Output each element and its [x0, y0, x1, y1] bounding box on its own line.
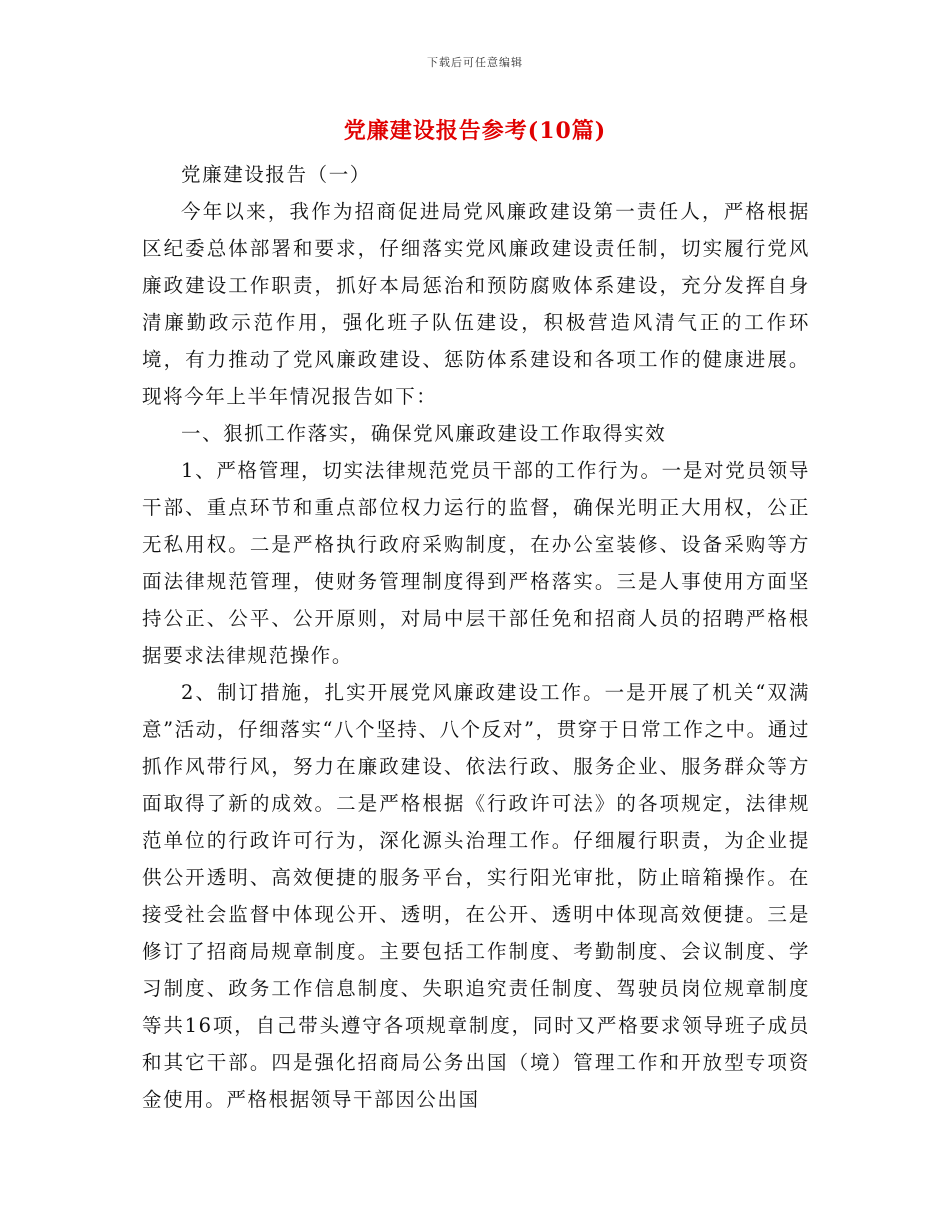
document-title: 党廉建设报告参考(10篇)	[343, 118, 607, 144]
paragraph: 1、严格管理，切实法律规范党员干部的工作行为。一是对党员领导干部、重点环节和重点部位权力运行的监督，确保光明正大用权，公正无私用权。二是严格执行政府采购制度，在办公室装修、设备采购等方面法律规范管理，使财务管理制度得到严格落实。三是人事使用方面坚持公正、公平、公开原则，对局中层干部任免和招商人员的招聘严格根据要求法律规范操作。	[142, 459, 810, 667]
paragraph: 2、制订措施，扎实开展党风廉政建设工作。一是开展了机关“双满意”活动，仔细落实“八个坚持、八个反对”，贯穿于日常工作之中。通过抓作风带行风，努力在廉政建设、依法行政、服务企业、服务群众等方面取得了新的成效。二是严格根据《行政许可法》的各项规定，法律规范单位的行政许可行为，深化源头治理工作。仔细履行职责，为企业提供公开透明、高效便捷的服务平台，实行阳光审批，防止暗箱操作。在接受社会监督中体现公开、透明，在公开、透明中体现高效便捷。三是修订了招商局规章制度。主要包括工作制度、考勤制度、会议制度、学习制度、政务工作信息制度、失职追究责任制度、驾驶员岗位规章制度等共16项，自己带头遵守各项规章制度，同时又严格要求领导班子成员和其它干部。四是强化招商局公务出国（境）管理工作和开放型专项资金使用。严格根据领导干部因公出国	[142, 681, 810, 1111]
subsection-heading: 一、狠抓工作落实，确保党风廉政建设工作取得实效	[181, 422, 667, 445]
paragraph: 今年以来，我作为招商促进局党风廉政建设第一责任人，严格根据区纪委总体部署和要求，仔细落实党风廉政建设责任制，切实履行党风廉政建设工作职责，抓好本局惩治和预防腐败体系建设，充分发挥自身清廉勤政示范作用，强化班子队伍建设，积极营造风清气正的工作环境，有力推动了党风廉政建设、惩防体系建设和各项工作的健康进展。现将今年上半年情况报告如下：	[142, 200, 810, 408]
download-note: 下载后可任意编辑	[427, 56, 523, 69]
section-heading: 党廉建设报告（一）	[181, 163, 371, 186]
document-body	[142, 156, 810, 1118]
